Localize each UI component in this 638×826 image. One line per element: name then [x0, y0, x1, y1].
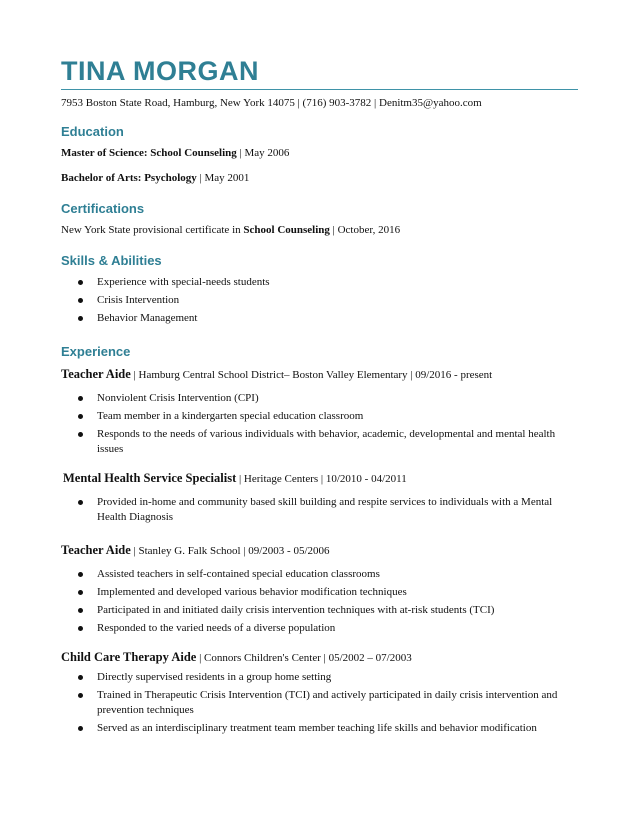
job-meta: | Stanley G. Falk School | 09/2003 - 05/2006: [130, 545, 330, 557]
candidate-name: TINA MORGAN: [61, 56, 259, 86]
skills-heading: Skills & Abilities: [61, 253, 162, 268]
job-role: Teacher Aide: [61, 367, 131, 381]
job-meta: | Heritage Centers | 10/2010 - 04/2011: [236, 473, 407, 485]
job-role: Teacher Aide: [61, 543, 131, 557]
contact-line: 7953 Boston State Road, Hamburg, New York 14075 | (716) 903-3782 | Denitm35@yahoo.com: [61, 97, 482, 109]
list-item: Responds to the needs of various individuals with behavior, academic, developmental and mental health issues: [61, 427, 578, 457]
list-item: Responded to the varied needs of a diverse population: [61, 621, 578, 636]
list-item: Participated in and initiated daily crisis intervention techniques with at-risk students (TCI): [61, 603, 578, 618]
degree-date: | May 2001: [196, 172, 250, 184]
certification-date: | October, 2016: [329, 224, 401, 236]
job-bullets: [61, 391, 578, 457]
skills-list: [61, 275, 578, 326]
degree-title: Bachelor of Arts: Psychology: [61, 172, 197, 184]
header-divider: [61, 89, 578, 90]
education-heading: Education: [61, 124, 124, 139]
job-header: [61, 542, 578, 559]
list-item: Directly supervised residents in a group home setting: [61, 670, 578, 685]
list-item: Trained in Therapeutic Crisis Intervention (TCI) and actively participated in daily crisis intervention and prevention techniques: [61, 688, 578, 718]
degree-date: | May 2006: [236, 147, 290, 159]
certification-prefix: New York State provisional certificate in: [61, 224, 244, 236]
list-item: Experience with special-needs students: [61, 275, 578, 290]
list-item: Provided in-home and community based skill building and respite services to individuals with a Mental Health Diagnosis: [61, 495, 578, 525]
degree-title: Master of Science: School Counseling: [61, 147, 237, 159]
certification-item: [61, 223, 578, 238]
job-header: [61, 366, 578, 383]
job-header: [61, 649, 578, 666]
education-item: [61, 171, 578, 186]
list-item: Nonviolent Crisis Intervention (CPI): [61, 391, 578, 406]
job-header: [61, 470, 578, 487]
job-role: Mental Health Service Specialist: [63, 471, 237, 485]
job-bullets: [61, 670, 578, 736]
job-role: Child Care Therapy Aide: [61, 650, 197, 664]
job-meta: | Hamburg Central School District– Boston Valley Elementary | 09/2016 - present: [130, 369, 493, 381]
experience-heading: Experience: [61, 344, 131, 359]
job-meta: | Connors Children's Center | 05/2002 – 07/2003: [196, 652, 412, 664]
job-bullets: [61, 495, 578, 525]
certifications-heading: Certifications: [61, 201, 145, 216]
list-item: Crisis Intervention: [61, 293, 578, 308]
list-item: Assisted teachers in self-contained special education classrooms: [61, 567, 578, 582]
list-item: Served as an interdisciplinary treatment team member teaching life skills and behavior modification: [61, 721, 578, 736]
list-item: Implemented and developed various behavior modification techniques: [61, 585, 578, 600]
job-bullets: [61, 567, 578, 636]
education-item: [61, 146, 578, 161]
list-item: Behavior Management: [61, 311, 578, 326]
list-item: Team member in a kindergarten special education classroom: [61, 409, 578, 424]
certification-field: School Counseling: [243, 224, 330, 236]
